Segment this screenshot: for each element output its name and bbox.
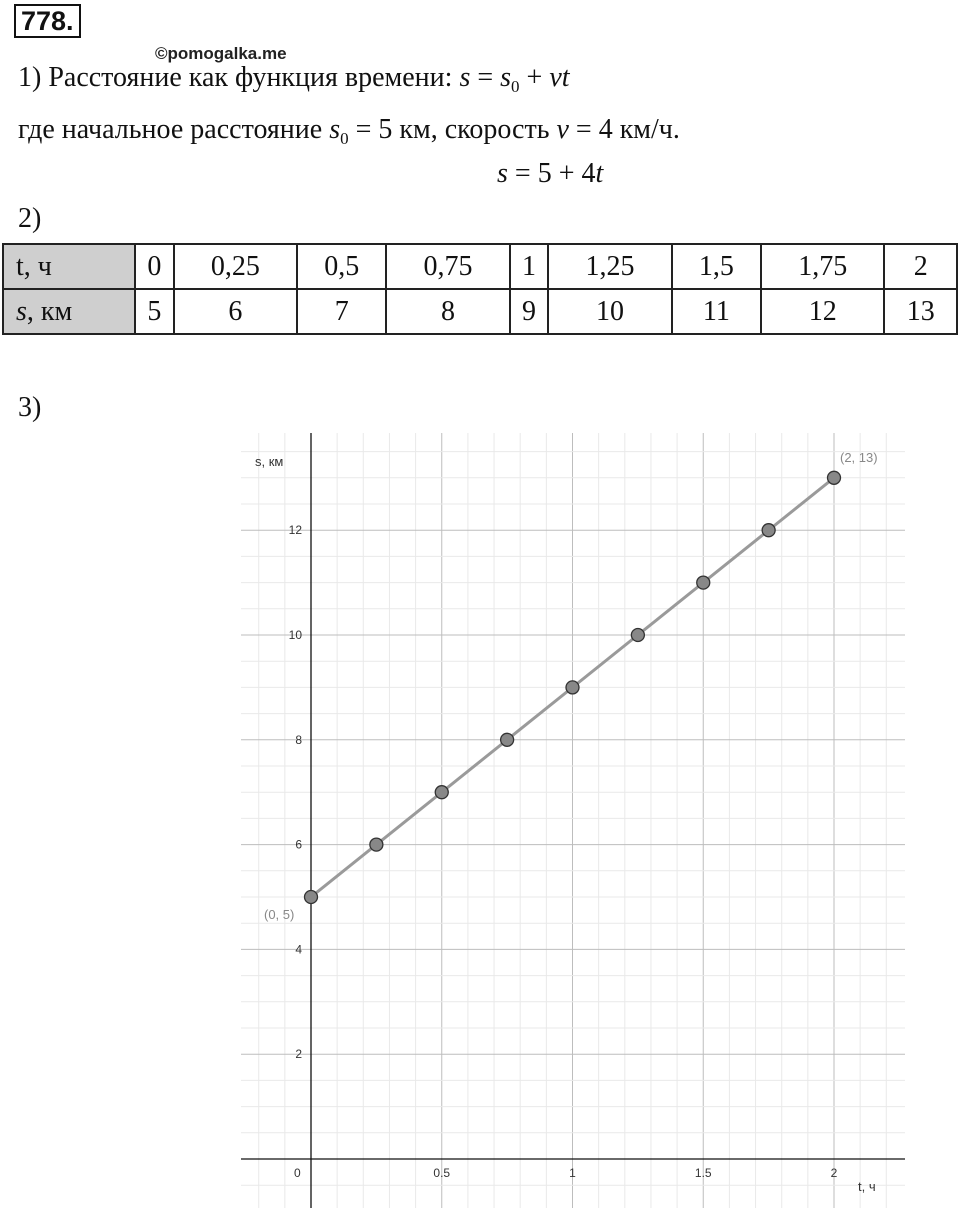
problem-number: 778. (14, 4, 81, 38)
s-cell: 13 (884, 289, 957, 334)
end-point-label: (2, 13) (840, 450, 878, 465)
given-text-b: = 5 км, скорость (348, 114, 557, 145)
given-s: s (329, 114, 341, 145)
s-cell: 8 (386, 289, 509, 334)
given-text-a: где начальное расстояние (18, 114, 330, 145)
y-tick-label: 12 (288, 523, 302, 538)
formula-vt: vt (549, 62, 570, 93)
s-cell: 7 (297, 289, 386, 334)
y-tick-label: 6 (295, 837, 302, 852)
formula-eq: = (470, 62, 501, 93)
s-cell: 10 (548, 289, 671, 334)
t-cell: 2 (884, 244, 957, 289)
x-tick-label: 2 (830, 1166, 838, 1180)
data-point (631, 629, 644, 642)
s-cell: 5 (135, 289, 174, 334)
formula-intro: 1) Расстояние как функция времени: (18, 62, 460, 93)
given-v: v (556, 114, 569, 145)
part3-label: 3) (18, 392, 42, 423)
data-point (697, 576, 710, 589)
data-point (501, 733, 514, 746)
s-cell: 11 (672, 289, 761, 334)
t-cell: 0,5 (297, 244, 386, 289)
row-header-t: t, ч (3, 244, 135, 289)
t-cell: 0,75 (386, 244, 509, 289)
y-tick-label: 4 (295, 942, 302, 957)
row-header-s-unit: , км (26, 295, 73, 327)
t-cell: 1,75 (761, 244, 884, 289)
formula-s0-sub: 0 (511, 77, 520, 96)
data-point (370, 838, 383, 851)
x-tick-label: 0.5 (433, 1166, 451, 1180)
data-point (762, 524, 775, 537)
formula-s0: s (500, 62, 512, 93)
y-axis-title: s, км (255, 454, 284, 469)
part2-label: 2) (18, 203, 42, 234)
t-cell: 1 (510, 244, 549, 289)
result-mid: = 5 + 4 (507, 158, 596, 189)
given-s-sub: 0 (340, 129, 349, 148)
t-cell: 0 (135, 244, 174, 289)
data-point (828, 471, 841, 484)
data-point (305, 891, 318, 904)
result-t: t (595, 158, 604, 189)
s-cell: 9 (510, 289, 549, 334)
x-tick-label: 1 (569, 1166, 576, 1180)
x-axis-title: t, ч (858, 1179, 876, 1194)
y-tick-label: 2 (295, 1047, 302, 1062)
y-tick-label: 8 (295, 732, 302, 747)
formula-plus: + (519, 62, 550, 93)
s-cell: 12 (761, 289, 884, 334)
s-cell: 6 (174, 289, 297, 334)
given-text-c: = 4 км/ч. (568, 114, 680, 145)
y-tick-label: 10 (288, 628, 302, 642)
result-s: s (497, 158, 508, 189)
start-point-label: (0, 5) (264, 907, 295, 922)
data-point (566, 681, 579, 694)
x-tick-label: 1.5 (694, 1166, 712, 1180)
data-point (435, 786, 448, 799)
formula-s: s (459, 62, 471, 93)
watermark: ©pomogalka.me (155, 44, 287, 63)
t-cell: 1,25 (548, 244, 671, 289)
x-tick-label: 0 (294, 1166, 301, 1180)
row-header-s-var: s (16, 295, 27, 327)
t-cell: 1,5 (672, 244, 761, 289)
t-cell: 0,25 (174, 244, 297, 289)
